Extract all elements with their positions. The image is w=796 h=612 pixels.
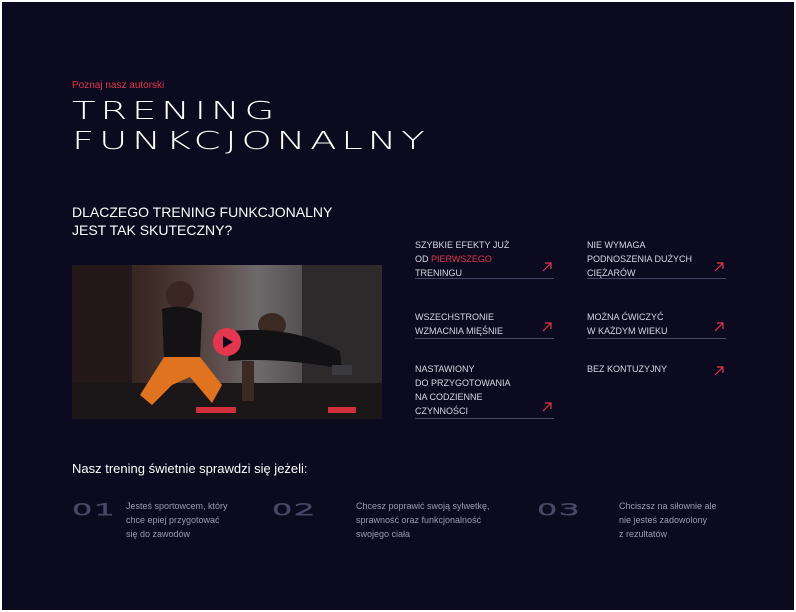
benefit-no-heavy-weights[interactable] — [587, 238, 726, 279]
arrow-up-right-icon — [714, 262, 724, 272]
benefit-line: DO PRZYGOTOWANIA — [415, 378, 511, 388]
suitability-number: 02 — [272, 500, 317, 519]
benefit-line: MOŻNA ĆWICZYĆ — [587, 312, 664, 322]
hero-eyebrow: Poznaj nasz autorski — [72, 80, 165, 91]
hero-title — [72, 96, 429, 156]
benefit-line: CIĘŻARÓW — [587, 268, 636, 278]
benefit-line: NIE WYMAGA — [587, 240, 646, 250]
benefit-line: SZYBKIE EFEKTY JUŻ — [415, 240, 510, 250]
benefit-highlight: PIERWSZEGO — [431, 254, 492, 264]
suitability-item-figure: Chcesz poprawić swoją sylwetkę, sprawność oraz funkcjonalność swojego ciała — [356, 501, 490, 539]
hero-title-line1: TRENING — [72, 96, 280, 125]
suitability-item-gym: Chciszsz na siłownie ale nie jesteś zadowolony z rezultatów — [619, 501, 717, 539]
benefit-line: BEZ KONTUZYJNY — [587, 364, 668, 374]
hero-title-line2: FUNKCJONALNY — [72, 126, 430, 155]
suitability-number: 01 — [72, 500, 117, 519]
why-heading-line1: DLACZEGO TRENING FUNKCJONALNY — [72, 204, 333, 220]
benefit-line: OD PIERWSZEGO — [415, 254, 492, 264]
benefit-line: WSZECHSTRONIE — [415, 312, 495, 322]
benefit-line: TRENINGU — [415, 268, 462, 278]
benefit-line: NASTAWIONY — [415, 364, 475, 374]
benefit-line: NA CODZIENNE — [415, 392, 483, 402]
benefit-line: W KAŻDYM WIEKU — [587, 326, 668, 336]
benefit-injury-free[interactable] — [587, 362, 726, 376]
benefit-daily-activities[interactable] — [415, 362, 554, 419]
training-video[interactable] — [72, 265, 382, 419]
arrow-up-right-icon — [714, 366, 724, 376]
benefit-line: WZMACNIA MIĘŚNIE — [415, 326, 504, 336]
benefit-strengthens-muscles[interactable] — [415, 310, 554, 339]
suitability-number: 03 — [537, 500, 582, 519]
benefit-any-age[interactable] — [587, 310, 726, 339]
arrow-up-right-icon — [714, 322, 724, 332]
why-heading-line2: JEST TAK SKUTECZNY? — [72, 222, 233, 238]
arrow-up-right-icon — [542, 322, 552, 332]
play-icon — [222, 335, 234, 349]
suitability-title: Nasz trening świetnie sprawdzi się jeżeli: — [72, 461, 308, 476]
benefit-fast-results[interactable] — [415, 238, 554, 279]
arrow-up-right-icon — [542, 262, 552, 272]
suitability-item-athlete: Jesteś sportowcem, który chce epiej przygotować się do zawodów — [126, 501, 228, 539]
benefit-line: CZYNNOŚCI — [415, 406, 469, 416]
arrow-up-right-icon — [542, 402, 552, 412]
why-heading — [72, 203, 332, 239]
benefit-line: PODNOSZENIA DUŻYCH — [587, 254, 693, 264]
play-button[interactable] — [213, 328, 241, 356]
